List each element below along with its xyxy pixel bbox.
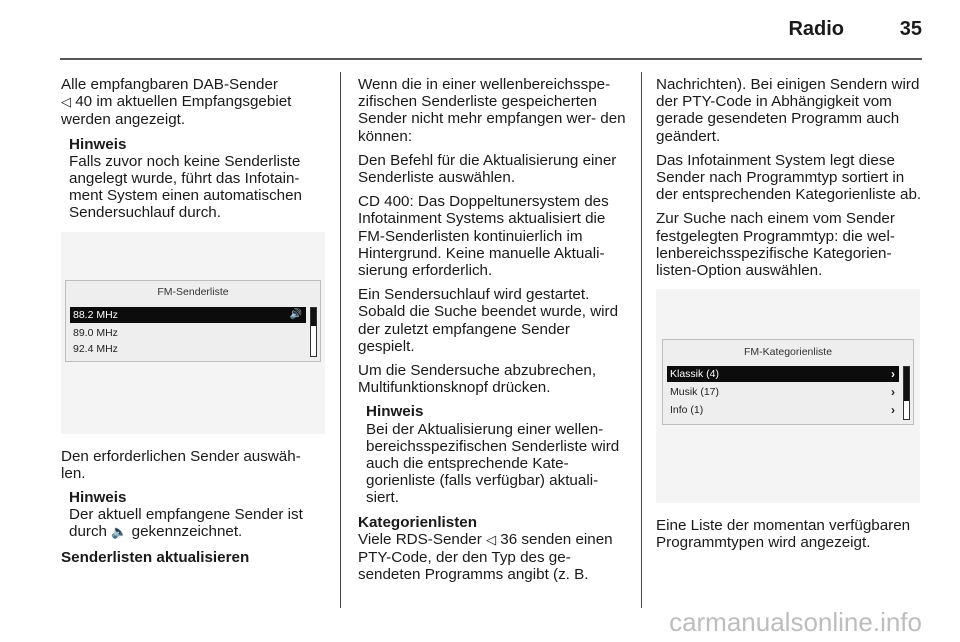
column-divider (340, 72, 341, 608)
hint-box (61, 136, 325, 222)
station-row-selected[interactable]: 88.2 MHz 🔊 (70, 307, 306, 323)
scrollbar[interactable] (903, 366, 910, 420)
chevron-right-icon: › (891, 367, 895, 382)
scrollbar-thumb[interactable] (311, 308, 316, 326)
paragraph: CD 400: Das Doppeltunersystem des Infotainment Systems aktualisiert die FM-Senderlisten kontinuierlich im Hintergrund. Keine manuelle Aktuali- sierung erforderlich. (358, 193, 609, 280)
paragraph: Ein Sendersuchlauf wird gestartet. Sobald die Suche beendet wurde, wird der zuletzt empfangene Sender gespielt. (358, 286, 619, 355)
station-row[interactable]: 92.4 MHz (73, 342, 118, 355)
page-number: 35 (899, 18, 922, 40)
paragraph: Das Infotainment System legt diese Sender nach Programmtyp sortiert in der entsprechenden Kategorienliste ab. (656, 151, 922, 204)
chevron-right-icon: › (891, 385, 895, 400)
category-row-selected[interactable]: Klassik (4) › (667, 366, 899, 382)
paragraph: Den Befehl für die Aktualisierung einer Senderliste auswählen. (358, 151, 617, 187)
page-header (0, 0, 960, 62)
fm-station-list-figure (61, 232, 325, 434)
paragraph: Zur Suche nach einem vom Sender festgelegten Programmtyp: die wel- lenbereichsspezifische Kategorien- listen-Option auswählen. (656, 210, 895, 280)
paragraph: Eine Liste der momentan verfügbaren Programmtypen wird angezeigt. (656, 517, 911, 552)
speaker-icon: 🔊 (289, 308, 302, 320)
hint-title: Hinweis (69, 135, 127, 153)
category-row[interactable]: Info (1) › (670, 403, 895, 418)
screen-title: FM-Kategorienliste (743, 346, 833, 359)
page-ref-arrow-icon: ◁ (61, 95, 71, 111)
paragraph: Den erforderlichen Sender auswäh- len. (61, 447, 301, 482)
chevron-right-icon: › (891, 403, 895, 418)
speaker-icon: 🔈 (111, 525, 128, 541)
category-row[interactable]: Musik (17) › (670, 385, 895, 400)
station-row[interactable]: 89.0 MHz (73, 326, 118, 339)
watermark: carmanualsonline.info (669, 607, 922, 637)
scrollbar-thumb[interactable] (904, 367, 909, 401)
column-3 (656, 76, 924, 559)
paragraph: Viele RDS-Sender ◁ 36 senden einen PTY-Code, der den Typ des ge- sendeten Programms angibt (z. B. (358, 530, 613, 584)
paragraph: Um die Sendersuche abzubrechen, Multifunktionsknopf drücken. (358, 362, 597, 397)
subsection-heading: Senderlisten aktualisieren (61, 548, 250, 566)
scrollbar[interactable] (310, 307, 317, 357)
column-2 (358, 76, 626, 590)
hint-text: Bei der Aktualisierung einer wellen- bereichsspezifischen Senderliste wird auch die entsprechende Kate- gorienliste (falls verfügbar) aktuali- siert. (366, 420, 620, 507)
paragraph: Wenn die in einer wellenbereichsspe- zifischen Senderliste gespeicherten Sender nicht mehr empfangen wer- den können: (358, 76, 626, 145)
hint-title: Hinweis (69, 489, 127, 507)
paragraph: Alle empfangbaren DAB-Sender ◁ 40 im aktuellen Empfangsgebiet werden angezeigt. (61, 76, 292, 129)
fm-category-list-figure (656, 289, 920, 503)
fm-category-list-screen (662, 339, 914, 425)
page-ref-arrow-icon: ◁ (486, 532, 497, 548)
column-1 (61, 76, 325, 566)
header-rule (60, 58, 922, 60)
section-title: Radio (788, 18, 844, 40)
hint-box (358, 403, 626, 506)
hint-text: Falls zuvor noch keine Senderliste angelegt wurde, führt das Infotain- ment System einen automatischen Sendersuchlauf durch. (69, 152, 302, 222)
hint-box: Hinweis Der aktuell empfangene Sender ist durch 🔈 gekennzeichnet. (61, 489, 325, 542)
column-divider (641, 72, 642, 608)
screen-title: FM-Senderliste (157, 285, 229, 298)
subsection-heading: Kategorienlisten (358, 513, 477, 531)
paragraph: Nachrichten). Bei einigen Sendern wird der PTY-Code in Abhängigkeit vom gerade gesendeten Programm auch geändert. (656, 76, 920, 145)
fm-station-list-screen (65, 280, 321, 362)
hint-title: Hinweis (366, 403, 424, 421)
